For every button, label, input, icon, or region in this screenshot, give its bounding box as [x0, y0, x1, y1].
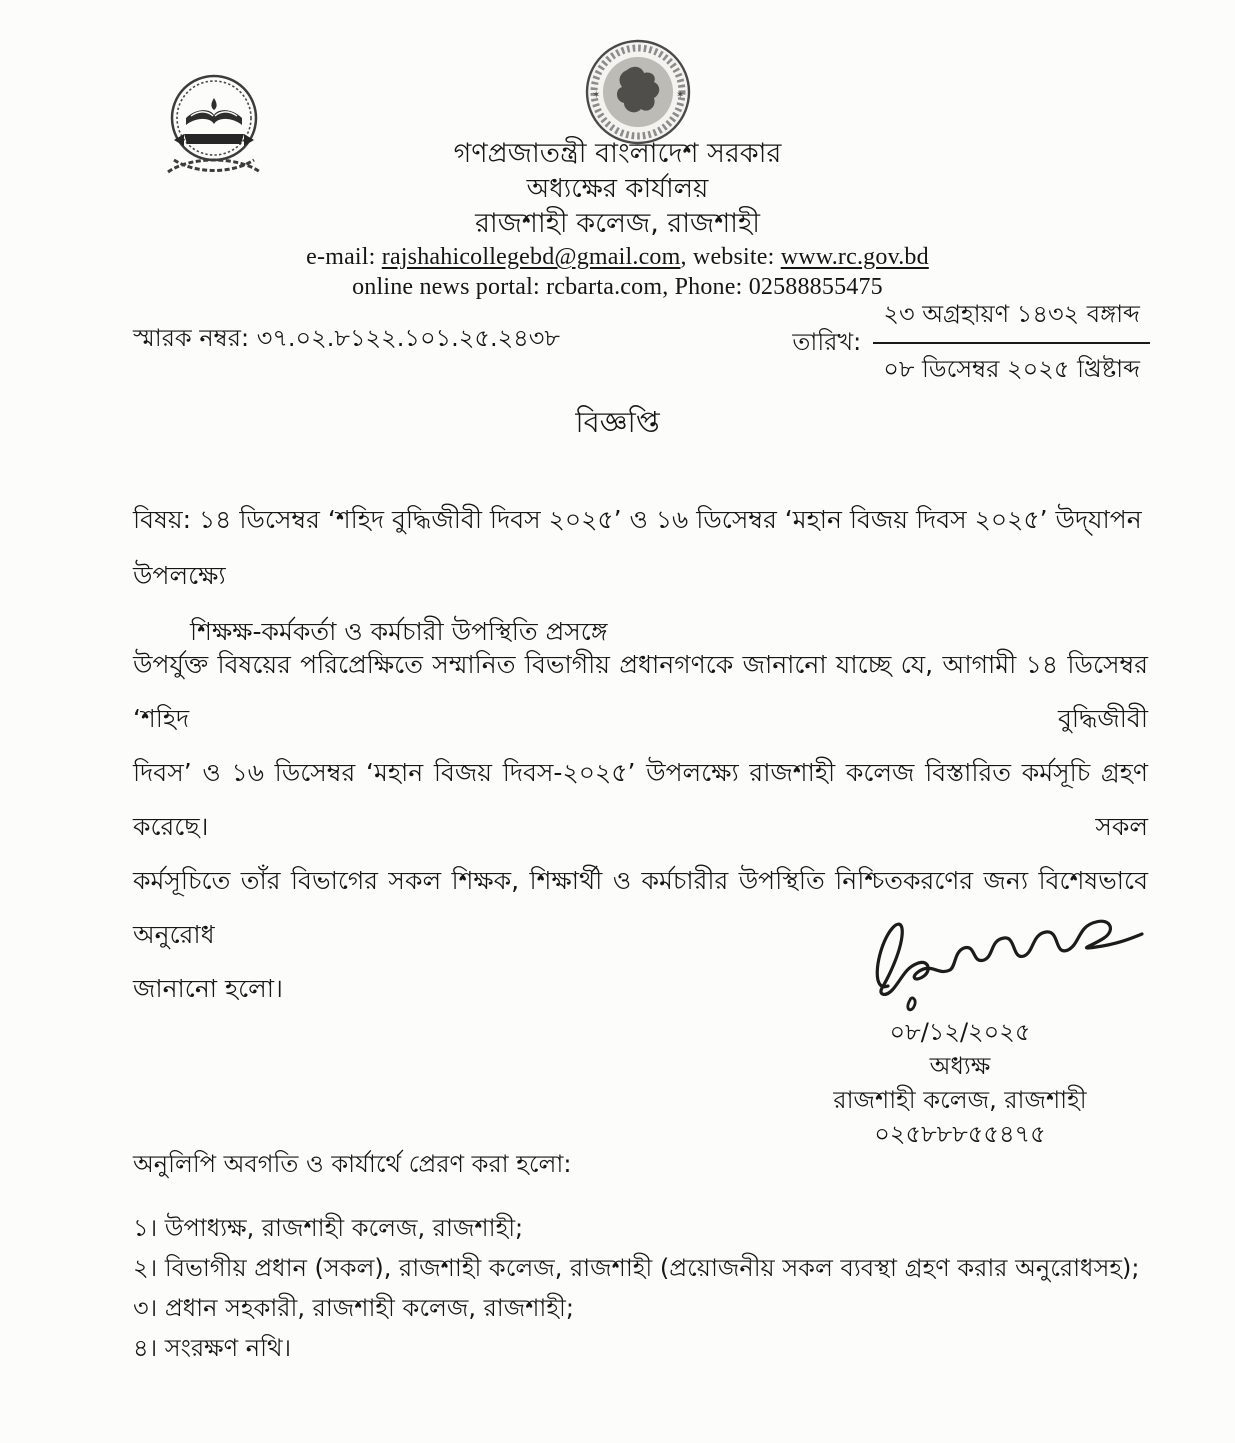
government-line: গণপ্রজাতন্ত্রী বাংলাদেশ সরকার — [453, 138, 782, 169]
body-line: কর্মসূচিতে তাঁর বিভাগের সকল শিক্ষক, শিক্ষার্থী ও কর্মচারীর উপস্থিতি নিশ্চিতকরণের জন্য বিশেষভাবে অনুরোধ — [133, 866, 1148, 949]
memo-number-line — [133, 296, 560, 360]
email-label: e-mail: — [306, 244, 382, 270]
government-seal-icon — [584, 38, 692, 146]
contact-line-1 — [0, 242, 1235, 272]
body-line: উপর্যুক্ত বিষয়ের পরিপ্রেক্ষিতে সম্মানিত বিভাগীয় প্রধানগণকে জানানো যাচ্ছে যে, আগামী ১৪ ডিসেম্বর ‘শহিদ বুদ্ধিজীবী — [133, 650, 1148, 733]
distribution-list — [133, 1146, 1153, 1368]
phone-label: Phone: — [668, 274, 749, 300]
college-line: রাজশাহী কলেজ, রাজশাহী — [475, 208, 760, 239]
signatory-designation: অধ্যক্ষ — [929, 1052, 991, 1080]
memo-number: ৩৭.০২.৮১২২.১০১.২৫.২৪৩৮ — [256, 324, 560, 352]
body-line: জানানো হলো। — [133, 974, 283, 1003]
phone-number: 02588855475 — [748, 274, 883, 300]
office-line: অধ্যক্ষের কার্যালয় — [526, 174, 709, 204]
subject-block — [133, 492, 1148, 660]
signature-icon — [852, 888, 1152, 1018]
memo-label: স্মারক নম্বর: — [133, 324, 257, 352]
svg-text:✶: ✶ — [592, 90, 601, 101]
date-label: তারিখ: — [792, 327, 862, 356]
subject-line-1 — [133, 492, 1148, 604]
subject-text-1: ১৪ ডিসেম্বর ‘শহিদ বুদ্ধিজীবী দিবস ২০২৫’ ও ১৬ ডিসেম্বর ‘মহান বিজয় দিবস ২০২৫’ উদ্‌যাপন উপলক্ষ্যে — [133, 505, 1142, 590]
svg-text:✶: ✶ — [676, 90, 685, 101]
date-block — [792, 296, 1150, 391]
notice-title: বিজ্ঞপ্তি — [575, 405, 660, 439]
email-separator: , — [680, 244, 693, 270]
signatory-block — [790, 1016, 1130, 1152]
signatory-phone: ০২৫৮৮৮৫৫৪৭৫ — [874, 1120, 1046, 1148]
portal-url: rcbarta.com, — [546, 274, 669, 300]
distribution-item: ৪। সংরক্ষণ নথি। — [133, 1334, 292, 1362]
subject-line-2: শিক্ষক্ষ-কর্মকর্তা ও কর্মচারী উপস্থিতি প্রসঙ্গে — [190, 617, 608, 646]
website-url: www.rc.gov.bd — [780, 244, 929, 270]
website-label: website: — [692, 244, 781, 270]
memo-date-row — [133, 296, 1150, 391]
letterhead — [0, 136, 1235, 302]
body-line: দিবস’ ও ১৬ ডিসেম্বর ‘মহান বিজয় দিবস-২০২৫’ উপলক্ষ্যে রাজশাহী কলেজ বিস্তারিত কর্মসূচি গ্রহণ করেছে। সকল — [133, 758, 1148, 841]
date-stack — [873, 296, 1150, 391]
subject-label: বিষয়: — [133, 505, 199, 534]
distribution-item: ৩। প্রধান সহকারী, রাজশাহী কলেজ, রাজশাহী; — [133, 1294, 574, 1322]
date-gregorian: ০৮ ডিসেম্বর ২০২৫ খ্রিষ্টাব্দ — [883, 355, 1140, 383]
date-bangla: ২৩ অগ্রহায়ণ ১৪৩২ বঙ্গাব্দ — [873, 296, 1150, 344]
portal-label: online news portal: — [352, 274, 547, 300]
email-address: rajshahicollegebd@gmail.com — [381, 244, 681, 270]
distribution-heading: অনুলিপি অবগতি ও কার্যার্থে প্রেরণ করা হলো: — [133, 1150, 572, 1178]
signature-date: ০৮/১২/২০২৫ — [889, 1018, 1031, 1046]
distribution-item: ১। উপাধ্যক্ষ, রাজশাহী কলেজ, রাজশাহী; — [133, 1214, 524, 1242]
distribution-item: ২। বিভাগীয় প্রধান (সকল), রাজশাহী কলেজ, রাজশাহী (প্রয়োজনীয় সকল ব্যবস্থা গ্রহণ করার অনুরোধসহ); — [133, 1254, 1140, 1282]
signatory-institution: রাজশাহী কলেজ, রাজশাহী — [833, 1086, 1087, 1114]
